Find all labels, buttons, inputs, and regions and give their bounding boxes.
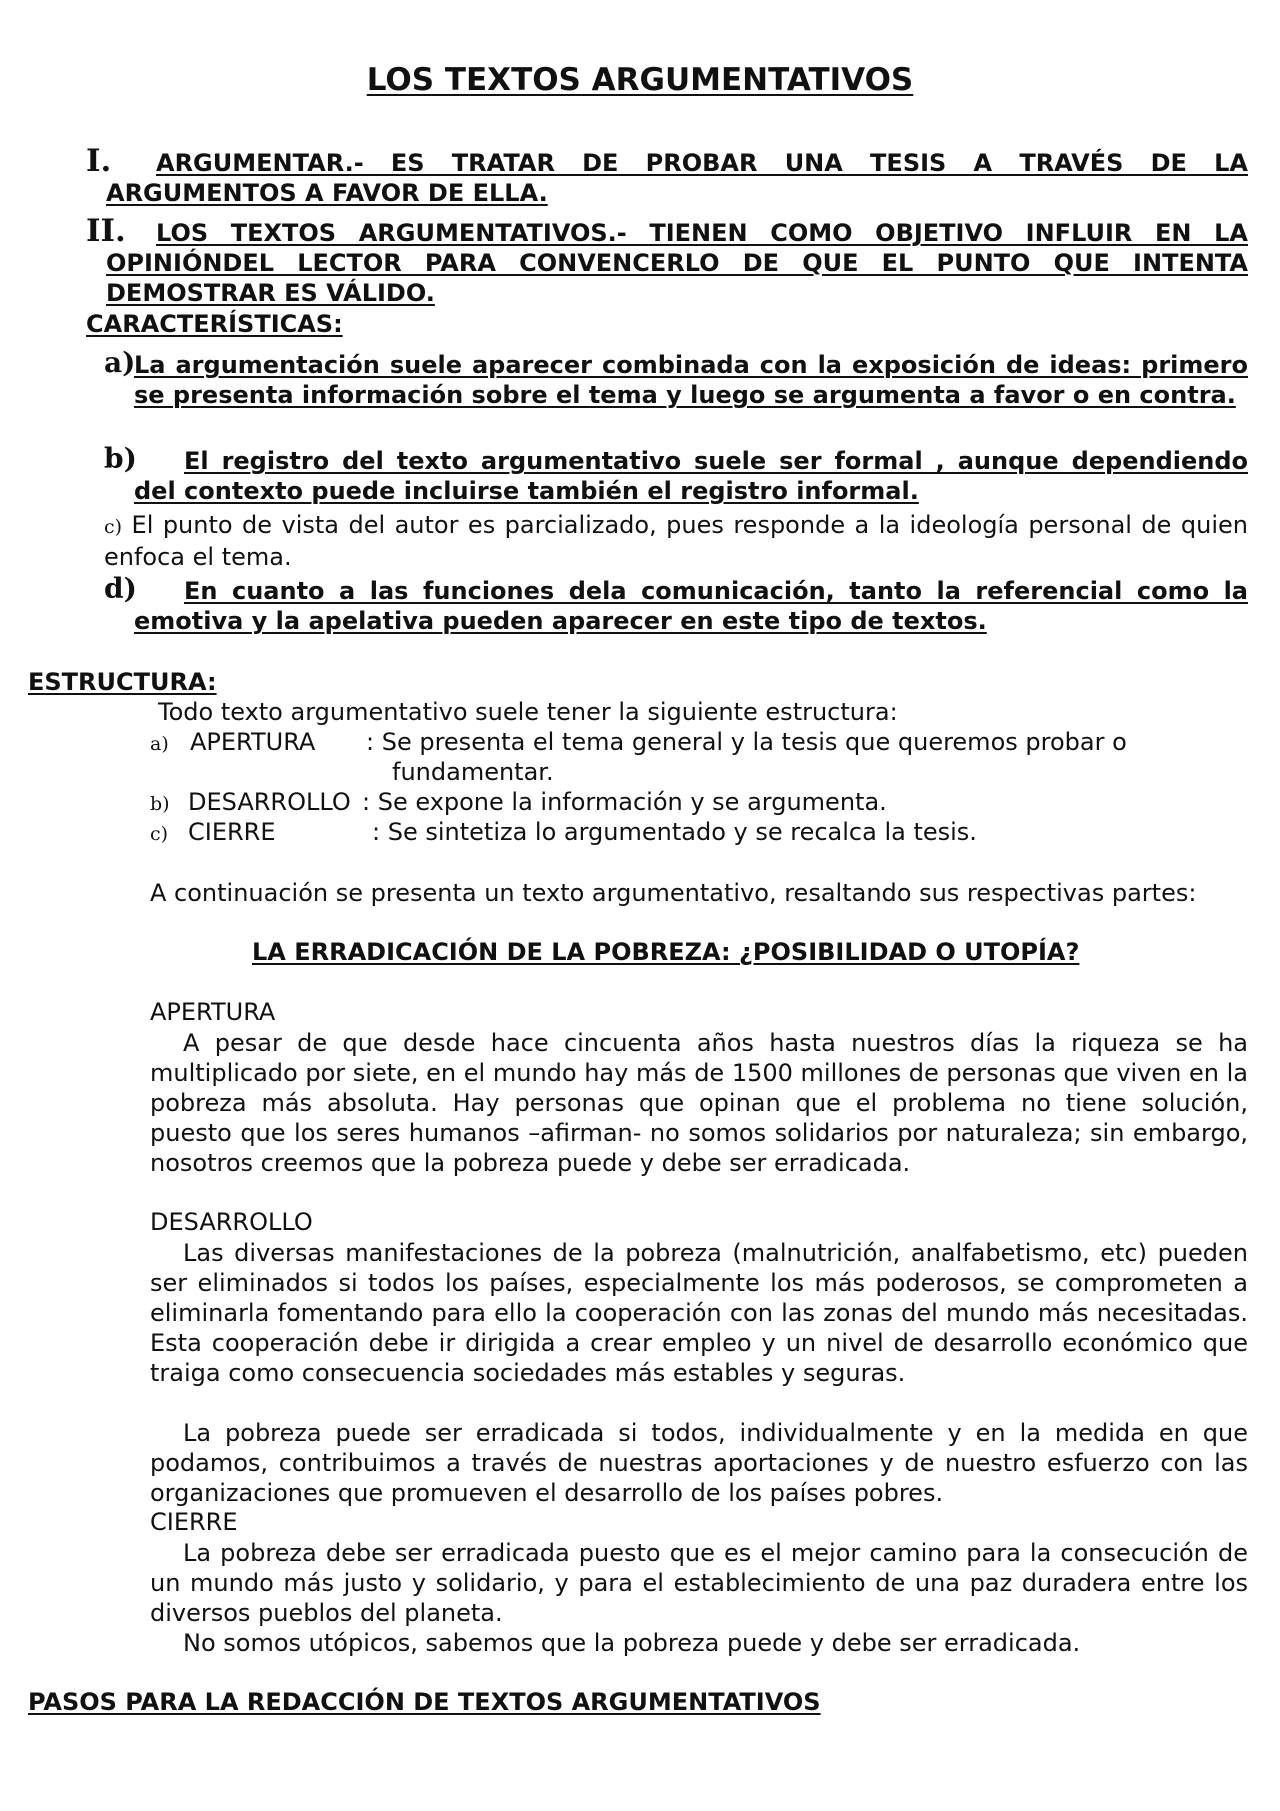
estructura-heading: ESTRUCTURA: [28,668,217,696]
structure-label: APERTURA [190,728,316,756]
pasos-heading: PASOS PARA LA REDACCIÓN DE TEXTOS ARGUMENTATIVOS [28,1688,821,1716]
cierre-paragraph: La pobreza debe ser erradicada puesto que es el mejor camino para la consecución de un mundo más justo y solidario, y para el establecimiento de una paz duradera entre los diversos pueblos del planeta. [150,1539,1248,1627]
structure-item: c) [150,823,169,845]
list-letter: d) [104,572,137,605]
structure-description-cont: fundamentar. [392,758,554,786]
list-letter: b) [104,442,137,475]
estructura-intro: Todo texto argumentativo suele tener la siguiente estructura: [158,698,898,726]
list-letter: c) [104,516,123,538]
structure-label: DESARROLLO [188,788,351,816]
desarrollo-paragraph: Las diversas manifestaciones de la pobreza (malnutrición, analfabetismo, etc) pueden ser eliminados si todos los países, especialmente los más poderosos, se comprometen a eliminarla fomentando para ello la cooperación con las zonas del mundo más necesitadas. Esta cooperación debe ir dirigida a crear empleo y un nivel de desarrollo económico que traiga como consecuencia sociedades más estables y seguras. [150,1239,1248,1387]
desarrollo-paragraph: La pobreza puede ser erradicada si todos, individualmente y en la medida en que podamos, contribuimos a través de nuestras aportaciones y de nuestro esfuerzo con las organizaciones que promueven el desarrollo de los países pobres. [150,1419,1248,1507]
list-letter: a) [104,346,136,379]
characteristic-item: La argumentación suele aparecer combinada con la exposición de ideas: primero se presenta información sobre el tema y luego se argumenta a favor o en contra. [134,351,1248,409]
structure-description: : Se presenta el tema general y la tesis que queremos probar o [366,728,1127,756]
structure-description: : Se expone la información y se argumenta. [362,788,887,816]
page-title: LOS TEXTOS ARGUMENTATIVOS [366,62,914,98]
characteristic-item: En cuanto a las funciones dela comunicación, tanto la referencial como la emotiva y la apelativa pueden aparecer en este tipo de textos. [134,577,1248,635]
desarrollo-label: DESARROLLO [150,1208,313,1236]
example-intro: A continuación se presenta un texto argumentativo, resaltando sus respectivas partes: [150,879,1197,907]
characteristic-item: El registro del texto argumentativo suele ser formal , aunque dependiendo del contexto puede incluirse también el registro informal. [134,447,1248,505]
structure-description: : Se sintetiza lo argumentado y se recalca la tesis. [372,818,977,846]
characteristic-item: c) El punto de vista del autor es parcializado, pues responde a la ideología personal de quien enfoca el tema. [104,511,1248,571]
cierre-label: CIERRE [150,1508,238,1536]
characteristics-heading: CARACTERÍSTICAS: [86,310,343,338]
apertura-label: APERTURA [150,998,276,1026]
section-text: LOS TEXTOS ARGUMENTATIVOS.- TIENEN COMO OBJETIVO INFLUIR EN LA OPINIÓNDEL LECTOR PARA CONVENCERLO DE QUE EL PUNTO QUE INTENTA DEMOSTRAR ES VÁLIDO. [106,219,1248,307]
structure-item: a) [150,733,169,755]
structure-item: b) [150,793,170,815]
section-number: I. [86,143,112,179]
section-number: II. [86,213,126,249]
apertura-paragraph: A pesar de que desde hace cincuenta años hasta nuestros días la riqueza se ha multiplicado por siete, en el mundo hay más de 1500 millones de personas que viven en la pobreza más absoluta. Hay personas que opinan que el problema no tiene solución, puesto que los seres humanos –afirman- no somos solidarios por naturaleza; sin embargo, nosotros creemos que la pobreza puede y debe ser erradicada. [150,1029,1248,1177]
example-title: LA ERRADICACIÓN DE LA POBREZA: ¿POSIBILIDAD O UTOPÍA? [252,938,1080,966]
structure-label: CIERRE [188,818,276,846]
cierre-paragraph: No somos utópicos, sabemos que la pobreza puede y debe ser erradicada. [183,1629,1081,1657]
section-text: ARGUMENTAR.- ES TRATAR DE PROBAR UNA TESIS A TRAVÉS DE LA ARGUMENTOS A FAVOR DE ELLA. [106,149,1248,207]
